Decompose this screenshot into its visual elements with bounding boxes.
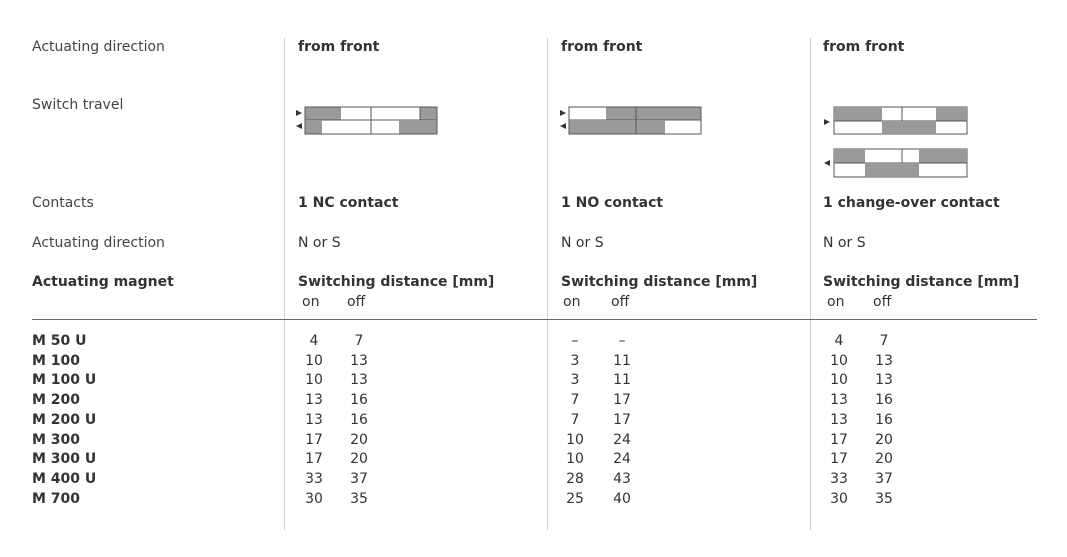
magnet-row-label: M 200 <box>32 392 81 409</box>
col1-off-value: 16 <box>350 392 368 409</box>
col1-on-value: 30 <box>305 490 323 507</box>
col3-on-value: 13 <box>830 392 848 409</box>
col2-off-value: 17 <box>613 392 631 409</box>
col3-on-value: 10 <box>830 372 848 389</box>
col1-off-value: 20 <box>350 451 368 468</box>
col1-on-value: 33 <box>305 470 323 487</box>
label-switch-travel: Switch travel <box>32 97 124 113</box>
col2-on-value: 28 <box>566 470 584 487</box>
arrow-right-icon <box>296 110 302 116</box>
header-rule <box>32 319 1037 320</box>
label-actuating-magnet: Actuating magnet <box>32 274 174 290</box>
col3-on-value: 17 <box>830 431 848 448</box>
magnet-row-label: M 300 U <box>32 451 97 468</box>
col2-contact: 1 NO contact <box>561 195 664 211</box>
col1-on-value: 17 <box>305 431 323 448</box>
col3-direction: from front <box>823 39 905 55</box>
switch-travel-changeover-diagram <box>824 106 971 180</box>
col3-off-value: 16 <box>875 392 893 409</box>
col2-off-value: 11 <box>613 352 631 369</box>
arrow-right-icon <box>560 110 566 116</box>
col2-off-value: 24 <box>613 451 631 468</box>
col3-on-label: on <box>827 294 845 310</box>
col2-direction: from front <box>561 39 643 55</box>
magnet-row-label: M 300 <box>32 431 81 448</box>
col2-off-value: 11 <box>613 372 631 389</box>
col2-on-value: 10 <box>566 431 584 448</box>
col3-on-value: 33 <box>830 470 848 487</box>
magnet-row-label: M 700 <box>32 490 81 507</box>
col1-direction: from front <box>298 39 380 55</box>
label-actuating-direction: Actuating direction <box>32 39 165 55</box>
col1-off-value: 37 <box>350 470 368 487</box>
col1-off-value: 20 <box>350 431 368 448</box>
column-divider-2 <box>547 38 548 530</box>
col1-off-value: 13 <box>350 372 368 389</box>
col3-off-value: 7 <box>879 333 889 349</box>
col1-on-value: 4 <box>309 333 319 349</box>
col3-off-value: 35 <box>875 490 893 507</box>
col2-on-value: 25 <box>566 490 584 507</box>
magnet-row-label: M 400 U <box>32 470 97 487</box>
magnet-row-label: M 100 U <box>32 372 97 389</box>
col3-off-value: 16 <box>875 411 893 428</box>
col2-poles: N or S <box>561 235 604 251</box>
magnet-row-label: M 100 <box>32 352 81 369</box>
col1-off-label: off <box>347 294 366 310</box>
col3-poles: N or S <box>823 235 866 251</box>
col1-on-value: 13 <box>305 411 323 428</box>
col2-on-value: 7 <box>570 392 580 409</box>
col2-on-value: – <box>571 333 579 349</box>
label-contacts: Contacts <box>32 195 94 211</box>
col1-on-label: on <box>302 294 320 310</box>
switch-travel-nc-diagram <box>296 106 441 138</box>
col1-on-value: 10 <box>305 352 323 369</box>
col2-off-value: 24 <box>613 431 631 448</box>
magnet-row-label: M 200 U <box>32 411 97 428</box>
col1-off-value: 16 <box>350 411 368 428</box>
column-divider-1 <box>284 38 285 530</box>
col1-switching-header: Switching distance [mm] <box>298 274 495 290</box>
col2-off-value: 17 <box>613 411 631 428</box>
col3-off-value: 37 <box>875 470 893 487</box>
col3-on-value: 10 <box>830 352 848 369</box>
col3-on-value: 30 <box>830 490 848 507</box>
col3-off-label: off <box>873 294 892 310</box>
col2-on-value: 3 <box>570 372 580 389</box>
arrow-left-icon <box>824 160 830 166</box>
col3-off-value: 20 <box>875 451 893 468</box>
col1-contact: 1 NC contact <box>298 195 399 211</box>
col1-on-value: 10 <box>305 372 323 389</box>
col3-off-value: 13 <box>875 372 893 389</box>
col1-off-value: 13 <box>350 352 368 369</box>
arrow-left-icon <box>560 123 566 129</box>
col1-on-value: 13 <box>305 392 323 409</box>
col3-contact: 1 change-over contact <box>823 195 1000 211</box>
col1-on-value: 17 <box>305 451 323 468</box>
col3-on-value: 13 <box>830 411 848 428</box>
col2-on-label: on <box>563 294 581 310</box>
col2-off-value: – <box>618 333 626 349</box>
col2-on-value: 3 <box>570 352 580 369</box>
col2-on-value: 10 <box>566 451 584 468</box>
col3-on-value: 17 <box>830 451 848 468</box>
col3-switching-header: Switching distance [mm] <box>823 274 1020 290</box>
col3-on-value: 4 <box>834 333 844 349</box>
magnet-row-label: M 50 U <box>32 333 87 349</box>
col2-switching-header: Switching distance [mm] <box>561 274 758 290</box>
col3-off-value: 20 <box>875 431 893 448</box>
col2-off-value: 43 <box>613 470 631 487</box>
label-actuating-direction-poles: Actuating direction <box>32 235 165 251</box>
arrow-right-icon <box>824 119 830 125</box>
switch-travel-no-diagram <box>560 106 705 138</box>
column-divider-3 <box>810 38 811 530</box>
arrow-left-icon <box>296 123 302 129</box>
col2-off-value: 40 <box>613 490 631 507</box>
col1-off-value: 7 <box>354 333 364 349</box>
col3-off-value: 13 <box>875 352 893 369</box>
col1-poles: N or S <box>298 235 341 251</box>
col1-off-value: 35 <box>350 490 368 507</box>
col2-off-label: off <box>611 294 630 310</box>
col2-on-value: 7 <box>570 411 580 428</box>
